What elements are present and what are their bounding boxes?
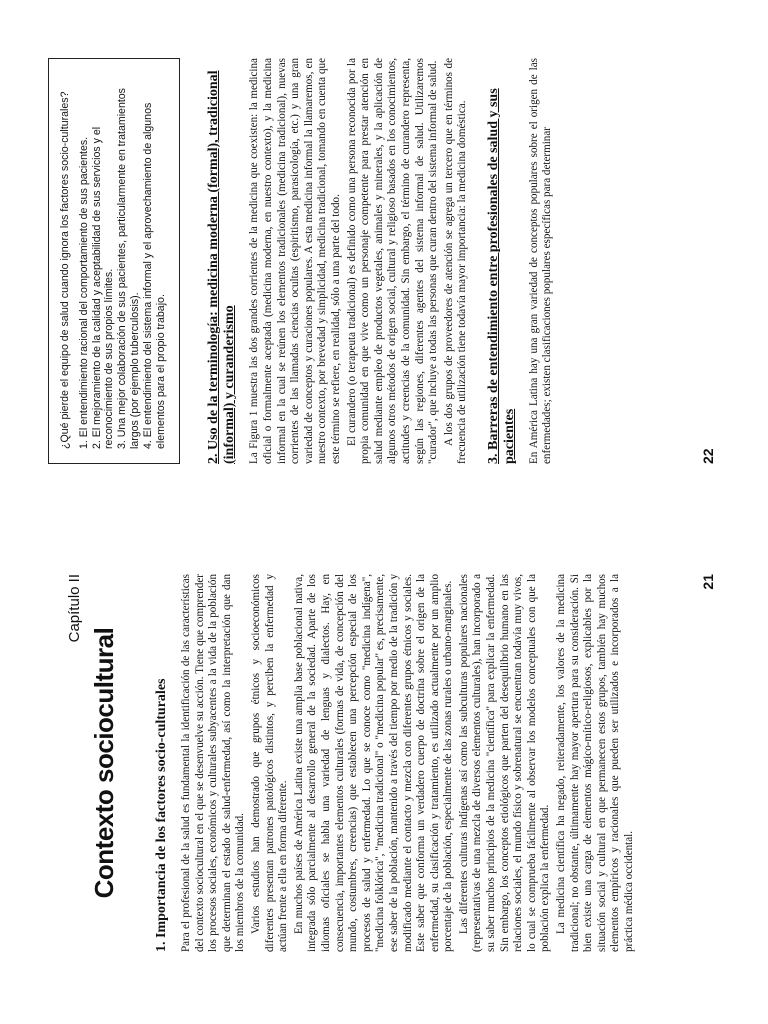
box-item: 3. Una mejor colaboración de sus pacientes, particularmente en tratamientos largos (por ejemplo tuberculosis). [116,88,141,449]
paragraph: En América Latina hay una gran variedad de conceptos populares sobre el origen de las enfermedades; existen clasificaciones populares específicas para determinar [527,58,554,464]
question-box [48,58,180,464]
paragraph: Varios estudios han demostrado que grupos étnicos y socioeconómicos diferentes presentan patrones patológicos distintos, y perciben la enfermedad y actúan frente a ella en forma diferente. [249,574,290,952]
box-question: ¿Qué pierde el equipo de salud cuando ignora los factores socio-culturales? [59,91,71,449]
section3-heading: 3. Barreras de entendimiento entre profesionales de salud y sus pacientes [485,88,517,464]
paragraph: En muchos países de América Latina existe una amplia base poblacional nativa, integrada sólo parcialmente al desarrollo general de la sociedad. Aparte de los idiomas oficiales se habla una variedad de lenguas y dialectos. Hay, en consecuencia, importantes elementos culturales (formas de vida, de concepción del mundo, costumbres, creencias) que establecen una percepción especial de los procesos de salud y enfermedad. Lo que se conoce como "medicina indígena", "medicina folklórica", "medicina tradicional" o "medicina popular" es, precisamente, ese saber de la población, mantenido a través del tiempo por medio de la tradición y modificado mediante el contacto y mezcla con diferentes grupos étnicos y sociales. Este saber que conforma un verdadero cuerpo de doctrina sobre el origen de la enfermedad, su clasificación y tratamiento, es utilizado actualmente por un amplio porcentaje de la población, especialmente de las zonas rurales o urbano-marginales. [292,574,455,952]
paragraph: La medicina científica ha negado, reiteradamente, los valores de la medicina tradicional; no obstante, últimamente hay mayor apertura para su consideración. Si bien existe una carga de elementos mágico-mítico-religiosos, explicables por la situación social y cultural en que permanecen estos grupos, también hay muchos elementos empíricos y racionales que pueden ser utilizados e incorporados a la práctica médica occidental. [555,574,635,952]
section1-heading: 1. Importancia de los factores socio-culturales [154,678,169,952]
left-page [0,512,768,1024]
page-number: 21 [700,574,716,590]
box-item: 4. El entendimiento del sistema informal y el aprovechamiento de algunos elementos para el propio trabajo. [141,102,167,449]
paragraph: A los dos grupos de proveedores de atención se agrega un tercero que en términos de frecuencia de utilización tiene todavía mayor importancia: la medicina doméstica. [442,58,469,464]
box-item: 2. El mejoramiento de la calidad y aceptabilidad de sus servicios y el reconocimiento de sus propios límites. [90,126,116,449]
page-number: 22 [700,448,716,464]
section2-heading: 2. Uso de la terminología: medicina moderna (formal), tradicional (informal) y curanderismo [206,70,238,464]
paragraph: La Figura 1 muestra las dos grandes corrientes de la medicina que coexisten: la medicina oficial o formalmente aceptada (medicina moderna, en nuestro contexto), y la medicina informal en la cual se reúnen los elementos tradicionales (medicina tradicional), nuevas corrientes de las llamadas ciencias ocultas (espiritismo, parasicología, etc.) y una gran variedad de conceptos y curaciones populares. A esta medicina informal la llamaremos, en nuestro contexto, por brevedad y simplicidad, medicina tradicional, tomando en cuenta que este término se refiere, en realidad, sólo a una parte del todo. [248,58,342,464]
chapter-label: Capítulo II [66,574,83,643]
paragraph: Para el profesional de la salud es fundamental la identificación de las características del contexto sociocultural en el que se desenvuelve su acción. Tiene que comprender los procesos sociales, económicos y culturales subyacentes a la vida de la población que determinan el estado de salud-enfermedad, así como la interpretación que dan los miembros de la comunidad. [180,574,247,952]
paragraph: Las diferentes culturas indígenas así como las subculturas populares nacionales (representativas de una mezcla de diversos elementos culturales), han incorporado a su saber muchos principios de la medicina "científica" para explicar la enfermedad. Sin embargo, los conceptos etiológicos que parten del desequilibrio humano en las relaciones sociales, el mundo físico y sobrenatural se encuentran todavía muy vivos, lo cual se comprueba fácilmente al observar los modelos conceptuales con que la población explica la enfermedad. [457,574,552,952]
chapter-title: Contexto sociocultural [89,627,119,899]
box-item: 1. El entendimiento racional del comportamiento de sus pacientes. [77,136,90,449]
paragraph: El curandero (o terapeuta tradicional) es definido como una persona reconocida por la propia comunidad en que vive como un personaje competente para prestar atención en salud mediante empleo de productos vegetales, animales y minerales, y la aplicación de algunos otros métodos de origen social, cultural y religioso basados en los conocimientos, actitudes y creencias de la comunidad. Sin embargo, el término de curandero representa, según las regiones, diferentes agentes del sistema informal de salud. Utilizaremos "curador", que incluye a todas las personas que curan dentro del sistema informal de salud. [345,58,440,464]
